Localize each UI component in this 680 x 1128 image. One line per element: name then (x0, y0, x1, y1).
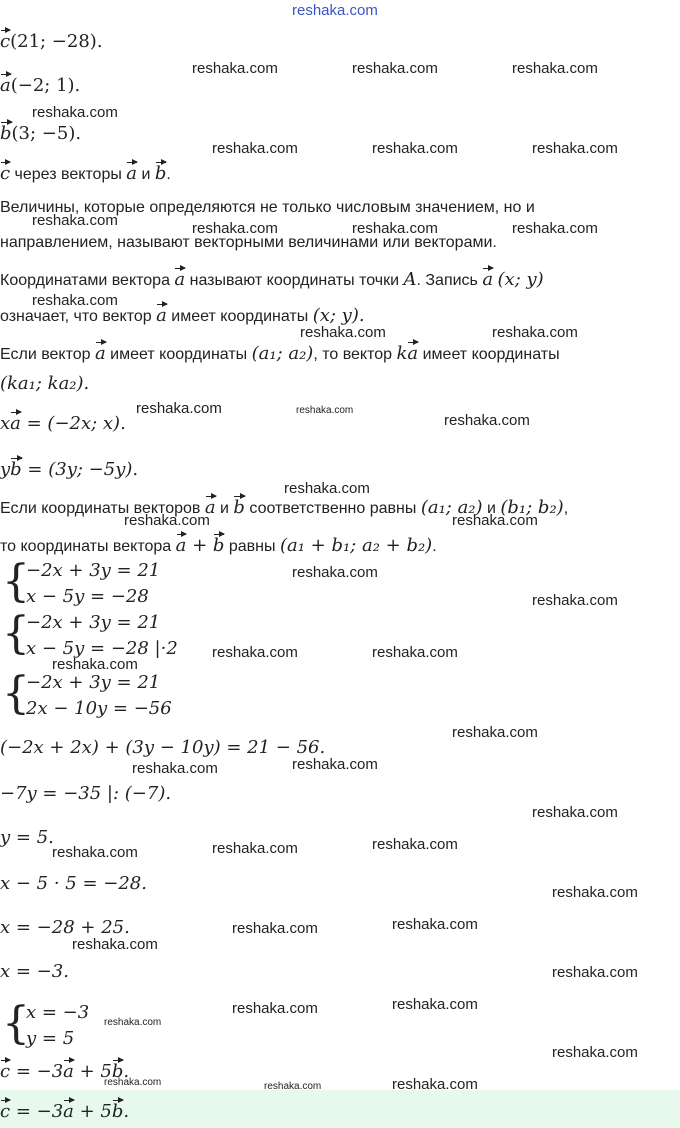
watermark[interactable]: reshaka.com (104, 1017, 162, 1028)
watermark[interactable]: reshaka.com (32, 292, 118, 309)
watermark[interactable]: reshaka.com (212, 840, 298, 857)
definition-line-1: Величины, которые определяются не только числовым значением, но и (0, 199, 535, 216)
system-brace: { (2, 556, 30, 607)
watermark[interactable]: reshaka.com (452, 724, 538, 741)
watermark[interactable]: reshaka.com (372, 836, 458, 853)
coordinates-def-line-1: Координатами вектора a называют координаты точки A. Запись a (x; y) (0, 264, 544, 291)
solution-step-2: −7y = −35 |: (−7). (0, 783, 172, 804)
watermark[interactable]: reshaka.com (300, 324, 386, 341)
watermark[interactable]: reshaka.com (532, 140, 618, 157)
watermark[interactable]: reshaka.com (372, 140, 458, 157)
solution-step-5: x = −28 + 25. (0, 917, 130, 938)
watermark[interactable]: reshaka.com (532, 804, 618, 821)
watermark[interactable]: reshaka.com (552, 884, 638, 901)
solution-step-4: x − 5 · 5 = −28. (0, 873, 147, 894)
watermark[interactable]: reshaka.com (352, 60, 438, 77)
watermark[interactable]: reshaka.com (52, 656, 138, 673)
watermark[interactable]: reshaka.com (136, 400, 222, 417)
watermark[interactable]: reshaka.com (292, 756, 378, 773)
task-statement: c через векторы a и b. (0, 158, 171, 185)
y-times-b: yb = (3y; −5y). (0, 454, 138, 481)
final-expression: c = −3a + 5b. (0, 1056, 129, 1083)
watermark[interactable]: reshaka.com (32, 212, 118, 229)
watermark[interactable]: reshaka.com (452, 512, 538, 529)
solution-step-3: y = 5. (0, 827, 54, 848)
sum-rule-line-2: то координаты вектора a + b равны (a₁ + b₁; a₂ + b₂). (0, 530, 437, 557)
watermark[interactable]: reshaka.com (392, 996, 478, 1013)
watermark[interactable]: reshaka.com (192, 60, 278, 77)
watermark[interactable]: reshaka.com (512, 60, 598, 77)
coordinates-def-line-2: означает, что вектор a имеет координаты (x; y). (0, 300, 365, 327)
watermark[interactable]: reshaka.com (512, 220, 598, 237)
vector-b-symbol: b (0, 118, 12, 144)
vector-c-symbol: c (0, 26, 10, 52)
watermark[interactable]: reshaka.com (104, 1077, 162, 1088)
sum-rule-line-1: Если координаты векторов a и b соответственно равны (a₁; a₂) и (b₁; b₂), (0, 492, 568, 519)
watermark[interactable]: reshaka.com (212, 140, 298, 157)
watermark[interactable]: reshaka.com (392, 916, 478, 933)
watermark[interactable]: reshaka.com (212, 644, 298, 661)
system-brace: { (2, 998, 30, 1049)
watermark[interactable]: reshaka.com (232, 920, 318, 937)
x-times-a: xa = (−2x; x). (0, 408, 126, 435)
vector-b-coordinates: b(3; −5). (0, 118, 81, 145)
watermark[interactable]: reshaka.com (392, 1076, 478, 1093)
equation-system-2: { −2x + 3y = 21 x − 5y = −28 |·2 (2, 608, 178, 659)
multiplication-rule-line-2: (ka₁; ka₂). (0, 373, 90, 394)
watermark[interactable]: reshaka.com (232, 1000, 318, 1017)
system-brace: { (2, 668, 30, 719)
vector-c-coordinates: c(21; −28). (0, 26, 103, 53)
equation-system-1: { −2x + 3y = 21 x − 5y = −28 (2, 556, 161, 607)
watermark[interactable]: reshaka.com (552, 1044, 638, 1061)
watermark[interactable]: reshaka.com (52, 844, 138, 861)
equation-system-4: { x = −3 y = 5 (2, 998, 90, 1049)
watermark[interactable]: reshaka.com (124, 512, 210, 529)
vector-a-symbol: a (0, 70, 11, 96)
system-brace: { (2, 608, 30, 659)
answer-expression: c = −3a + 5b. (0, 1096, 129, 1122)
watermark[interactable]: reshaka.com (532, 592, 618, 609)
watermark[interactable]: reshaka.com (32, 104, 118, 121)
vector-a-coordinates: a(−2; 1). (0, 70, 80, 97)
watermark[interactable]: reshaka.com (296, 405, 354, 416)
watermark[interactable]: reshaka.com (132, 760, 218, 777)
watermark[interactable]: reshaka.com (352, 220, 438, 237)
watermark[interactable]: reshaka.com (492, 324, 578, 341)
watermark[interactable]: reshaka.com (444, 412, 530, 429)
watermark[interactable]: reshaka.com (72, 936, 158, 953)
definition-line-2: направлением, называют векторными величинами или векторами. (0, 234, 497, 251)
watermark[interactable]: reshaka.com (192, 220, 278, 237)
watermark[interactable]: reshaka.com (372, 644, 458, 661)
solution-step-6: x = −3. (0, 961, 69, 982)
watermark[interactable]: reshaka.com (264, 1081, 322, 1092)
watermark[interactable]: reshaka.com (292, 564, 378, 581)
equation-system-3: { −2x + 3y = 21 2x − 10y = −56 (2, 668, 172, 719)
multiplication-rule-line-1: Если вектор a имеет координаты (a₁; a₂), то вектор ka имеет координаты (0, 338, 560, 365)
solution-step-1: (−2x + 2x) + (3y − 10y) = 21 − 56. (0, 737, 326, 758)
answer-box (0, 1090, 680, 1128)
watermark[interactable]: reshaka.com (284, 480, 370, 497)
site-watermark-top[interactable]: reshaka.com (292, 2, 378, 19)
watermark[interactable]: reshaka.com (552, 964, 638, 981)
